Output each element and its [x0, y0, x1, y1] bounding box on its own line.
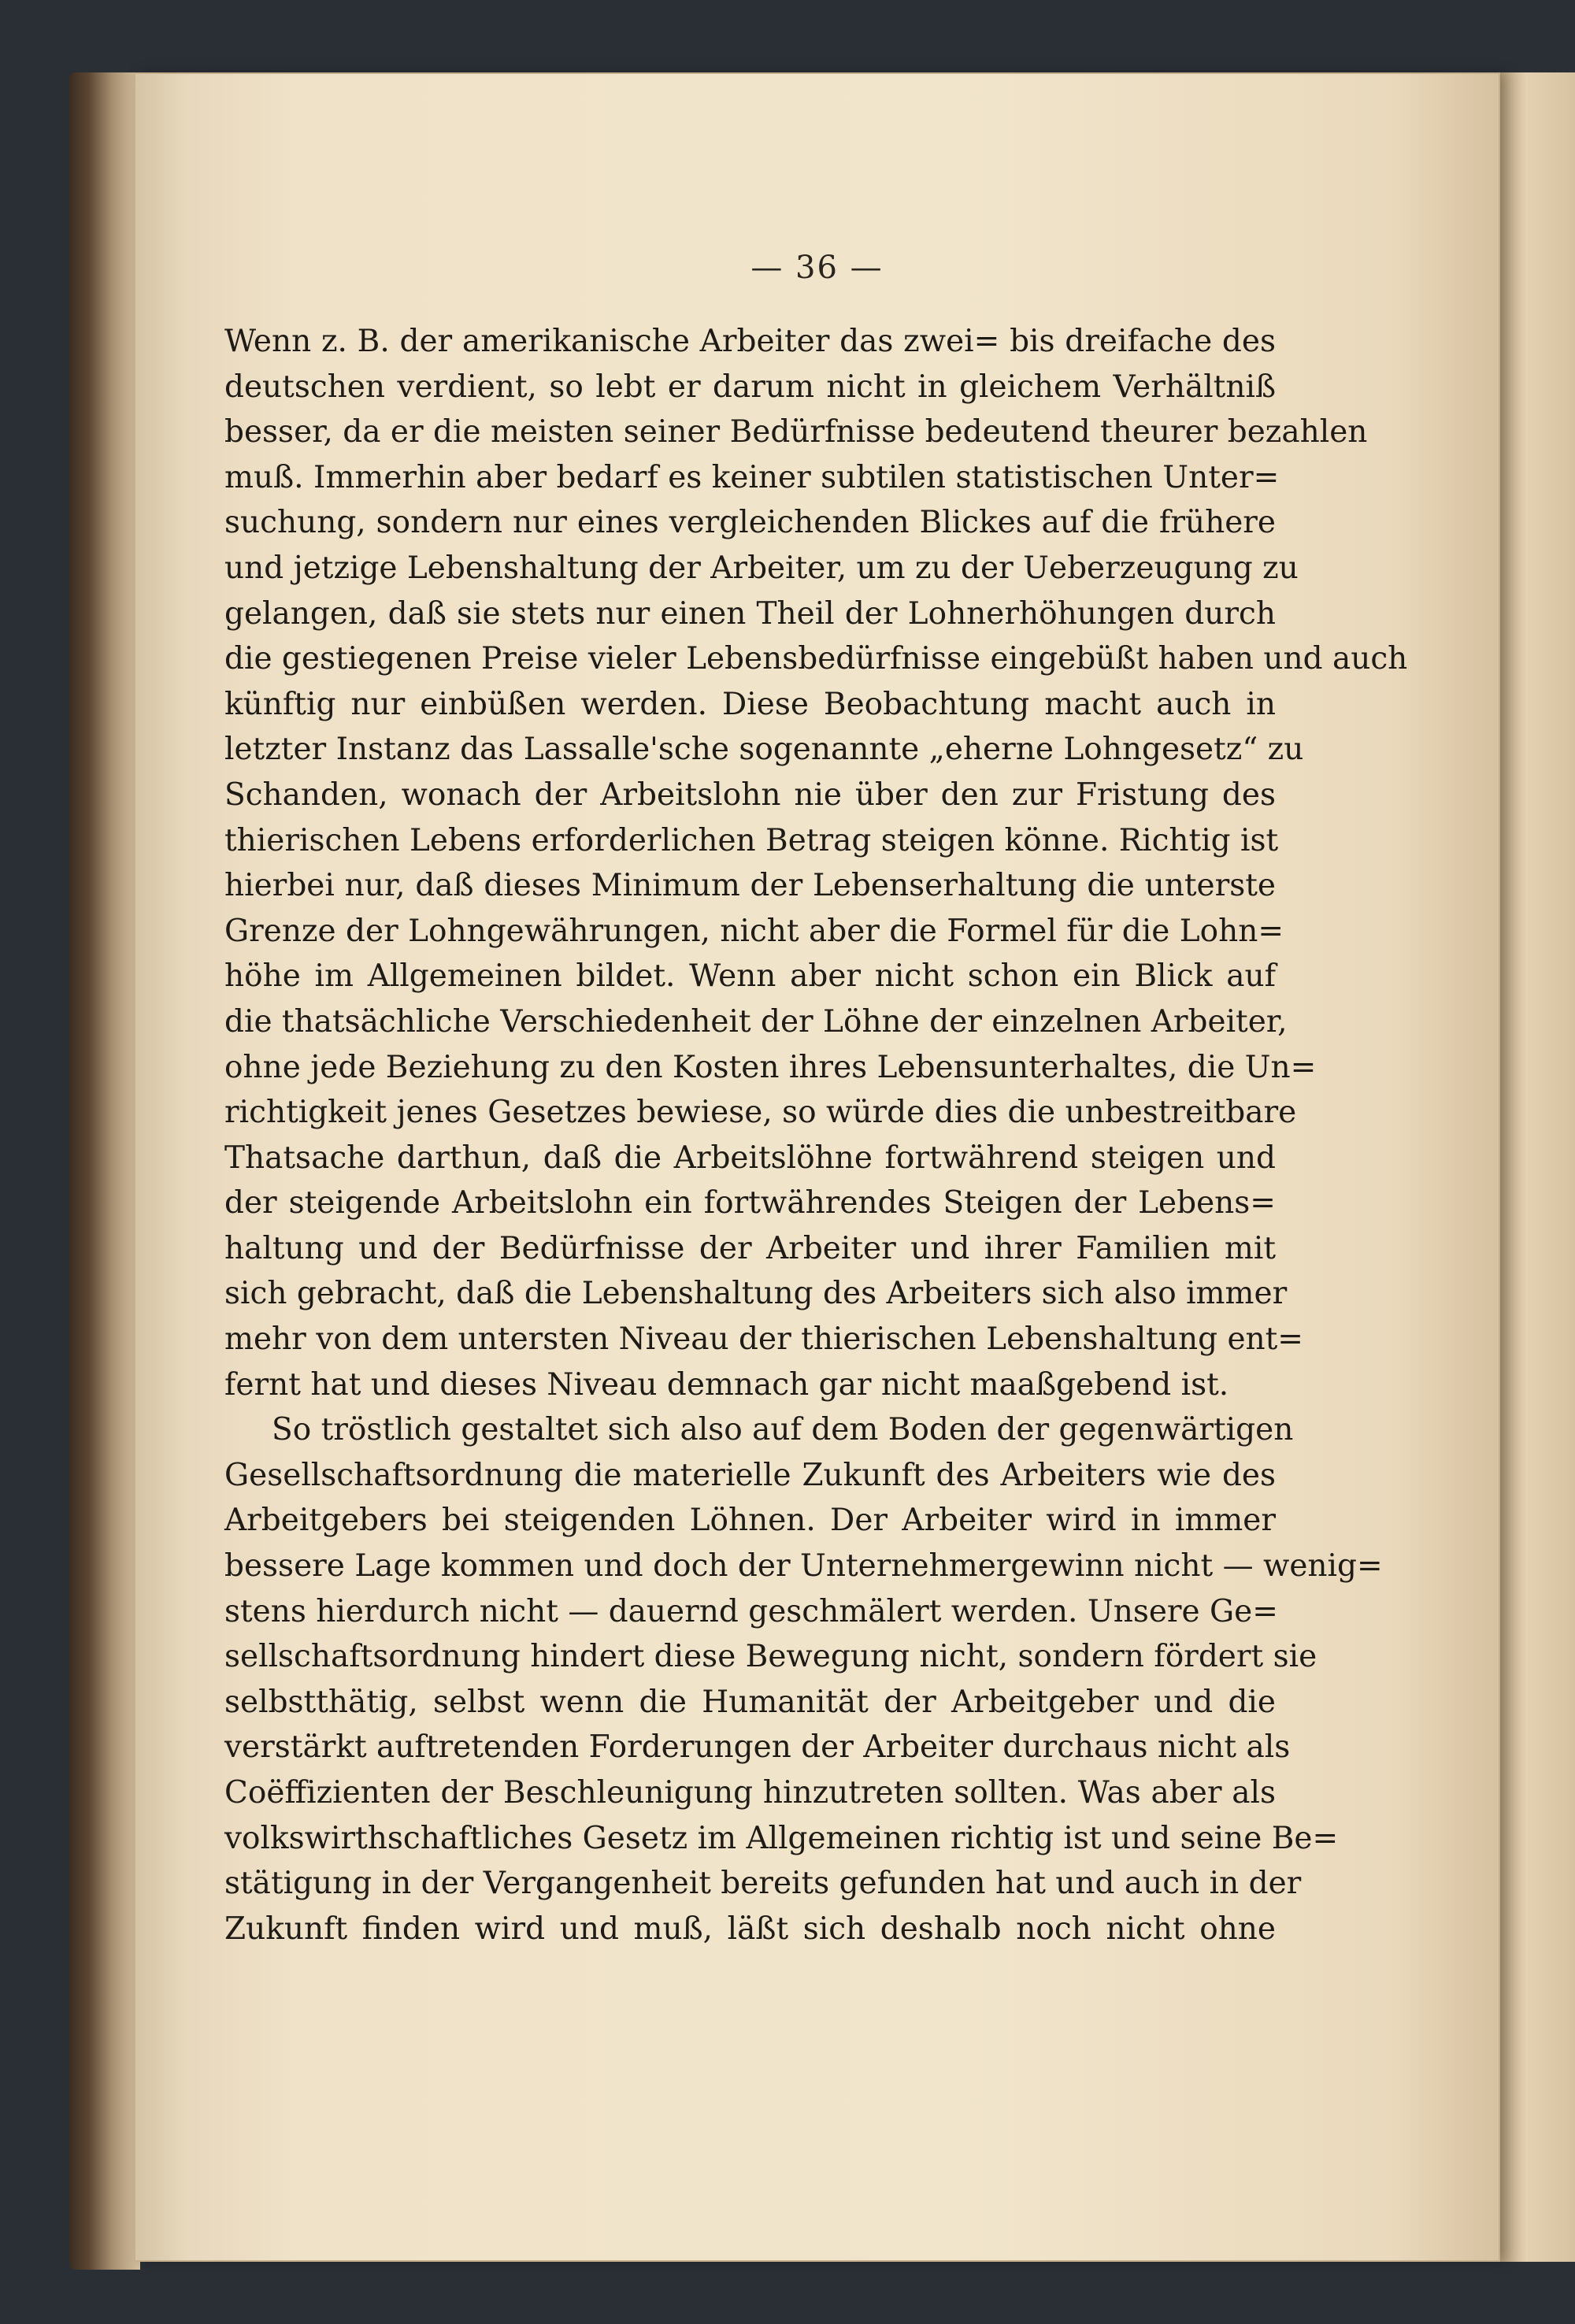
text-line: Gesellschaftsordnung die materielle Zukunft des Arbeiters wie des — [224, 1457, 1276, 1493]
text-line: stens hierdurch nicht — dauernd geschmälert werden. Unsere Ge= — [224, 1593, 1278, 1629]
text-line: suchung, sondern nur eines vergleichenden Blickes auf die frühere — [224, 505, 1276, 541]
text-line: Arbeitgebers bei steigenden Löhnen. Der Arbeiter wird in immer — [224, 1503, 1276, 1539]
text-line: und jetzige Lebenshaltung der Arbeiter, um zu der Ueberzeugung zu — [224, 550, 1299, 586]
text-line: Wenn z. B. der amerikanische Arbeiter das zwei= bis dreifache des — [224, 324, 1276, 359]
text-line: richtigkeit jenes Gesetzes bewiese, so würde dies die unbestreitbare — [224, 1095, 1297, 1131]
text-line: Schanden, wonach der Arbeitslohn nie über den zur Fristung des — [224, 777, 1276, 813]
text-line: bessere Lage kommen und doch der Unternehmergewinn nicht — wenig= — [224, 1548, 1383, 1585]
text-line: Zukunft finden wird und muß, läßt sich deshalb noch nicht ohne — [224, 1911, 1276, 1947]
body-text — [224, 319, 1408, 1951]
text-line: Thatsache darthun, daß die Arbeitslöhne fortwährend steigen und — [224, 1140, 1276, 1176]
text-line: Coëffizienten der Beschleunigung hinzutreten sollten. Was aber als — [224, 1775, 1276, 1811]
text-line: sellschaftsordnung hindert diese Bewegung nicht, sondern fördert sie — [224, 1639, 1317, 1675]
text-line: der steigende Arbeitslohn ein fortwährendes Steigen der Lebens= — [224, 1185, 1276, 1221]
text-line: hierbei nur, daß dieses Minimum der Lebenserhaltung die unterste — [224, 868, 1276, 904]
text-line: mehr von dem untersten Niveau der thierischen Lebenshaltung ent= — [224, 1321, 1303, 1358]
text-line: höhe im Allgemeinen bildet. Wenn aber nicht schon ein Blick auf — [224, 958, 1276, 995]
paragraph-start-line: So tröstlich gestaltet sich also auf dem Boden der gegenwärtigen — [272, 1412, 1294, 1448]
text-line: haltung und der Bedürfnisse der Arbeiter und ihrer Familien mit — [224, 1230, 1276, 1266]
text-line: deutschen verdient, so lebt er darum nicht in gleichem Verhältniß — [224, 369, 1276, 405]
text-line: gelangen, daß sie stets nur einen Theil der Lohnerhöhungen durch — [224, 595, 1276, 632]
text-line: muß. Immerhin aber bedarf es keiner subtilen statistischen Unter= — [224, 459, 1280, 495]
text-line: besser, da er die meisten seiner Bedürfnisse bedeutend theurer bezahlen — [224, 414, 1368, 450]
text-line: letzter Instanz das Lassalle'sche sogenannte „eherne Lohngesetz“ zu — [224, 732, 1304, 768]
text-line: die gestiegenen Preise vieler Lebensbedürfnisse eingebüßt haben und auch — [224, 641, 1408, 677]
text-line: sich gebracht, daß die Lebenshaltung des Arbeiters sich also immer — [224, 1276, 1288, 1312]
book-spine-edge — [69, 72, 140, 2270]
text-line: selbstthätig, selbst wenn die Humanität der Arbeitgeber und die — [224, 1684, 1276, 1720]
page-number: — 36 — — [750, 250, 884, 286]
text-line: künftig nur einbüßen werden. Diese Beobachtung macht auch in — [224, 686, 1276, 722]
text-line: Grenze der Lohngewährungen, nicht aber die Formel für die Lohn= — [224, 913, 1284, 949]
text-line: ohne jede Beziehung zu den Kosten ihres Lebensunterhaltes, die Un= — [224, 1049, 1317, 1085]
text-line: thierischen Lebens erforderlichen Betrag steigen könne. Richtig ist — [224, 822, 1279, 858]
text-line: die thatsächliche Verschiedenheit der Löhne der einzelnen Arbeiter, — [224, 1003, 1288, 1040]
text-line: volkswirthschaftliches Gesetz im Allgemeinen richtig ist und seine Be= — [224, 1820, 1339, 1856]
text-line: verstärkt auftretenden Forderungen der Arbeiter durchaus nicht als — [224, 1729, 1291, 1766]
paragraph-end-line: fernt hat und dieses Niveau demnach gar nicht maaßgebend ist. — [224, 1366, 1229, 1403]
text-line: stätigung in der Vergangenheit bereits gefunden hat und auch in der — [224, 1866, 1302, 1902]
facing-page-edge — [1500, 72, 1575, 2262]
